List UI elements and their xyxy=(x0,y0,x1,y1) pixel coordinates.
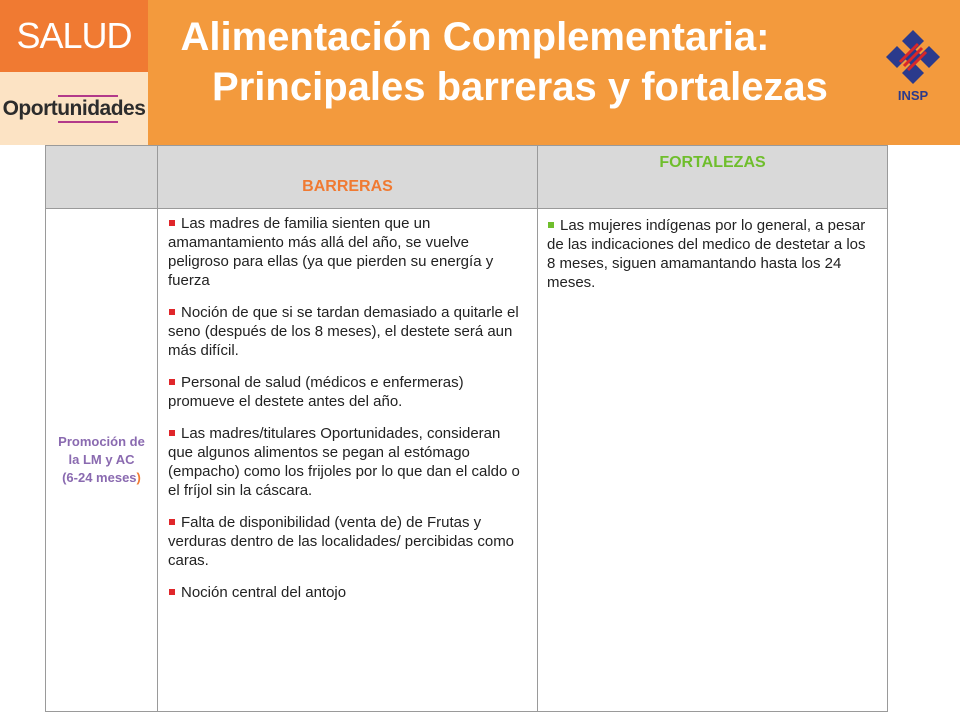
barrera-text: Personal de salud (médicos e enfermeras) promueve el destete antes del año. xyxy=(168,374,464,410)
column-header-fortalezas: FORTALEZAS xyxy=(538,146,887,208)
square-bullet-icon xyxy=(169,519,175,525)
row-label-line: (6-24 meses xyxy=(62,470,137,485)
list-item xyxy=(168,373,527,411)
list-item xyxy=(168,513,527,570)
list-item xyxy=(168,214,527,290)
barreras-cell xyxy=(158,209,538,711)
row-label-paren: ) xyxy=(136,470,141,485)
square-bullet-icon xyxy=(169,589,175,595)
barriers-strengths-table xyxy=(45,145,888,712)
column-header-barreras: BARRERAS xyxy=(158,146,538,208)
square-bullet-icon xyxy=(169,430,175,436)
salud-logo xyxy=(0,0,148,72)
salud-logo-text: SALUD xyxy=(16,15,132,56)
header-band xyxy=(0,0,960,145)
page-title-line1: Alimentación Complementaria: xyxy=(180,15,770,59)
square-bullet-icon xyxy=(548,222,554,228)
page-title xyxy=(160,12,880,112)
oportunidades-logo-text: Oportunidades xyxy=(2,96,146,120)
square-bullet-icon xyxy=(169,309,175,315)
oportunidades-logo xyxy=(0,72,148,145)
row-label xyxy=(46,209,158,711)
square-bullet-icon xyxy=(169,220,175,226)
list-item xyxy=(168,303,527,360)
list-item xyxy=(547,216,877,292)
table-header-blank xyxy=(46,146,158,208)
list-item xyxy=(168,583,527,602)
oportunidades-logo-stripe xyxy=(58,121,118,123)
fortalezas-cell xyxy=(538,209,887,711)
insp-label: INSP xyxy=(897,88,929,103)
barrera-text: Las madres/titulares Oportunidades, consideran que algunos alimentos se pegan al estómago (empacho) como los frijoles por lo que dan el caldo o el fríjol sin la cáscara. xyxy=(168,425,520,499)
square-bullet-icon xyxy=(169,379,175,385)
list-item xyxy=(168,424,527,500)
fortaleza-text: Las mujeres indígenas por lo general, a pesar de las indicaciones del medico de destetar a los 8 meses, siguen amamantando hasta los 24 meses. xyxy=(547,217,866,291)
row-label-line: Promoción de xyxy=(58,434,145,449)
barrera-text: Falta de disponibilidad (venta de) de Frutas y verduras dentro de las localidades/ percibidas como caras. xyxy=(168,514,515,569)
barrera-text: Noción central del antojo xyxy=(181,584,347,601)
brand-panel xyxy=(0,0,148,145)
barrera-text: Las madres de familia sienten que un amamantamiento más allá del año, se vuelve peligroso para ellas (ya que pierden su energía y fuerza xyxy=(168,215,494,289)
row-label-line: la LM y AC xyxy=(68,452,135,467)
insp-logo-icon xyxy=(884,28,942,86)
page-title-line2: Principales barreras y fortalezas xyxy=(212,65,828,109)
barrera-text: Noción de que si se tardan demasiado a quitarle el seno (después de los 8 meses), el destete será aun más difícil. xyxy=(168,304,519,359)
